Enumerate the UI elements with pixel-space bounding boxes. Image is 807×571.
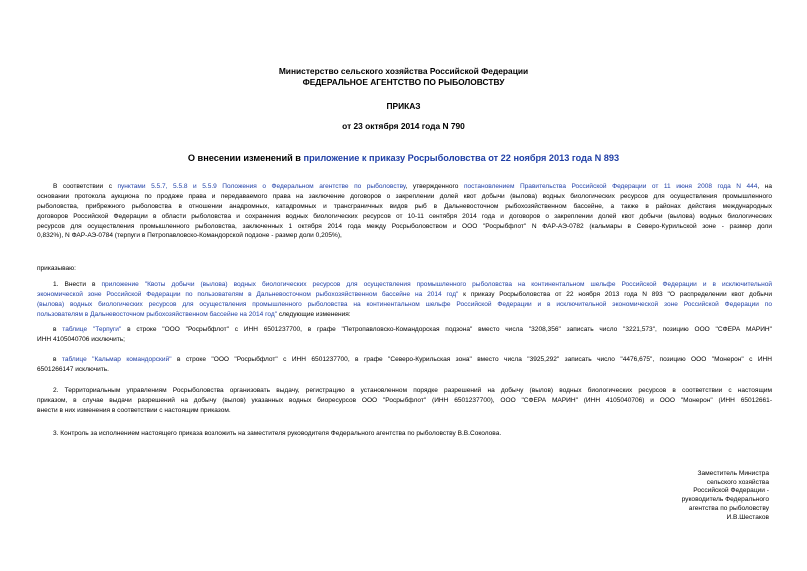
preamble-line-3: рыболовства, прибрежного рыболовства в отношении анадромных, катадромных и трансграничных видов рыб в Дальневосточном рыбохозяйственном бассейне, а также в районах действия международных — [37, 202, 772, 210]
title-link[interactable]: приложение к приказу Росрыболовства от 22 ноября 2013 года N 893 — [303, 153, 620, 163]
document-date: от 23 октября 2014 года N 790 — [342, 121, 465, 131]
item-2-line-2: приказом, в случае выдачи разрешений на добычу (вылов) указанных водных биоресурсов ООО "Росрыбфлот" (ИНН 6501237700), ООО "СФЕРА МАРИН" (ИНН 4105040706) и ООО "Монерон" (ИНН 65012661- — [37, 396, 772, 404]
signature-line: сельского хозяйства — [706, 478, 769, 486]
sub-item-kalmar-line-1 — [37, 355, 772, 365]
agency-name: ФЕДЕРАЛЬНОЕ АГЕНТСТВО ПО РЫБОЛОВСТВУ — [302, 77, 505, 87]
annex-link[interactable]: приложение "Квоты добычи (вылова) водных биологических ресурсов для осуществления промышленного рыболовства на континентальном шельфе Российской Федерации и в исключительной — [101, 281, 772, 288]
sub-item-terpugi — [37, 325, 772, 345]
sub-item-terpugi-line-2: ИНН 4105040706 исключить; — [37, 335, 125, 343]
sub-item-kalmar-line-2: 6501266147 исключить. — [37, 365, 109, 373]
preamble — [37, 182, 772, 241]
signature-line: агентства по рыболовству — [688, 504, 769, 512]
item-2-line-1: 2. Территориальным управлениям Росрыболовства организовать выдачу, регистрацию в установленном порядке разрешений на добычу (вылов) водных биологических ресурсов в соответствии с настоящим — [53, 387, 772, 394]
title-prefix: О внесении изменений в — [187, 153, 304, 163]
item-1-line-4 — [37, 310, 772, 320]
preamble-text: , утвержденного — [405, 183, 464, 190]
preamble-line-6: 0,832%), N ФАР-АЭ-0784 (терпуги в Петропавловско-Командорской подзоне - размер доли 0,205%), — [37, 232, 342, 240]
document-title — [0, 153, 807, 163]
item-1-line-1 — [37, 280, 772, 290]
signature-line: Российской Федерации - — [693, 487, 769, 495]
sub-item-kalmar — [37, 355, 772, 375]
signatory-name: И.В.Шестаков — [726, 513, 769, 521]
item-1-line-3 — [37, 300, 772, 310]
signature-line: руководитель Федерального — [681, 496, 769, 504]
order-893-link-cont[interactable]: пользователям в Дальневосточном рыбохозяйственном бассейне на 2014 год" — [37, 310, 278, 318]
sub-item-text: в — [53, 326, 63, 333]
preamble-line-2: основании протокола аукциона по продаже права и передаваемого права на заключение договоров о закреплении долей квот добычи (вылова) водных биологических ресурсов для осуществления промышленного — [37, 192, 772, 200]
item-1-text: следующие изменения: — [277, 310, 351, 318]
sub-item-text: в строке "ООО "Росрыбфлот" с ИНН 6501237700, в графе "Петропавловско-Командорская подзона" вместо числа "3208,356" записать число "3221,573", позицию ООО "СФЕРА МАРИН" — [121, 326, 772, 333]
item-1 — [37, 280, 772, 320]
preamble-text: , на — [757, 183, 772, 190]
item-2-line-3: внести в них изменения в соответствии с настоящим приказом. — [37, 406, 231, 414]
item-3-line-1: 3. Контроль за исполнением настоящего приказа возложить на заместителя руководителя Федерального агентства по рыболовству В.В.Соколова. — [53, 430, 502, 437]
signature-block — [629, 470, 769, 522]
preamble-line-5: ресурсов для осуществления промышленного рыболовства, заключенных 1 октября 2014 года между Росрыболовством и ООО "Росрыбфлот" N ФАР-АЭ-0782 (кальмары в Северо-Курильской зоне - размер доли — [37, 222, 772, 230]
item-2 — [37, 386, 772, 416]
table-terpugi-link[interactable]: таблице "Терпуги" — [62, 326, 122, 333]
table-kalmar-link[interactable]: таблице "Кальмар командорский" — [61, 356, 172, 363]
sub-item-terpugi-line-1 — [37, 325, 772, 335]
ministry-name: Министерство сельского хозяйства Российской Федерации — [278, 66, 529, 76]
preamble-text: В соответствии с — [53, 183, 118, 190]
item-1-line-2 — [37, 290, 772, 300]
annex-link-cont[interactable]: экономической зоне Российской Федерации по пользователям в Дальневосточном рыбохозяйственном бассейне на 2014 год" — [37, 290, 459, 298]
item-1-text: 1. Внести в — [53, 281, 102, 288]
government-decree-link[interactable]: постановлением Правительства Российской Федерации от 11 июня 2008 года N 444 — [463, 183, 758, 190]
sub-item-text: в — [53, 356, 62, 363]
order-word: приказываю: — [37, 265, 76, 272]
item-3 — [37, 429, 772, 439]
document-type: ПРИКАЗ — [386, 101, 421, 111]
order-893-link[interactable]: (вылова) водных биологических ресурсов для осуществления промышленного рыболовства на континентальном шельфе Российской Федерации и в исключительной экономической зоне Российской Федерации по — [37, 300, 772, 308]
preamble-line-4: договоров Российской Федерации в области рыболовства и сохранения водных биологических ресурсов от 10-11 сентября 2014 года и договоров о закреплении долей квот добычи (вылова) водных биологических — [37, 212, 772, 220]
regulation-points-link[interactable]: пунктами 5.5.7, 5.5.8 и 5.5.9 Положения о Федеральном агентстве по рыболовству — [117, 183, 406, 190]
item-1-text: к приказу Росрыболовства от 22 ноября 2013 года N 893 "О распределении квот добычи — [458, 290, 772, 298]
sub-item-text: в строке "ООО "Росрыбфлот" с ИНН 6501237700, в графе "Северо-Курильская зона" вместо числа "3925,292" записать число "4476,675", позицию ООО "Монерон" с ИНН — [171, 356, 772, 363]
preamble-line-1 — [37, 182, 772, 192]
signature-line: Заместитель Министра — [697, 470, 769, 477]
